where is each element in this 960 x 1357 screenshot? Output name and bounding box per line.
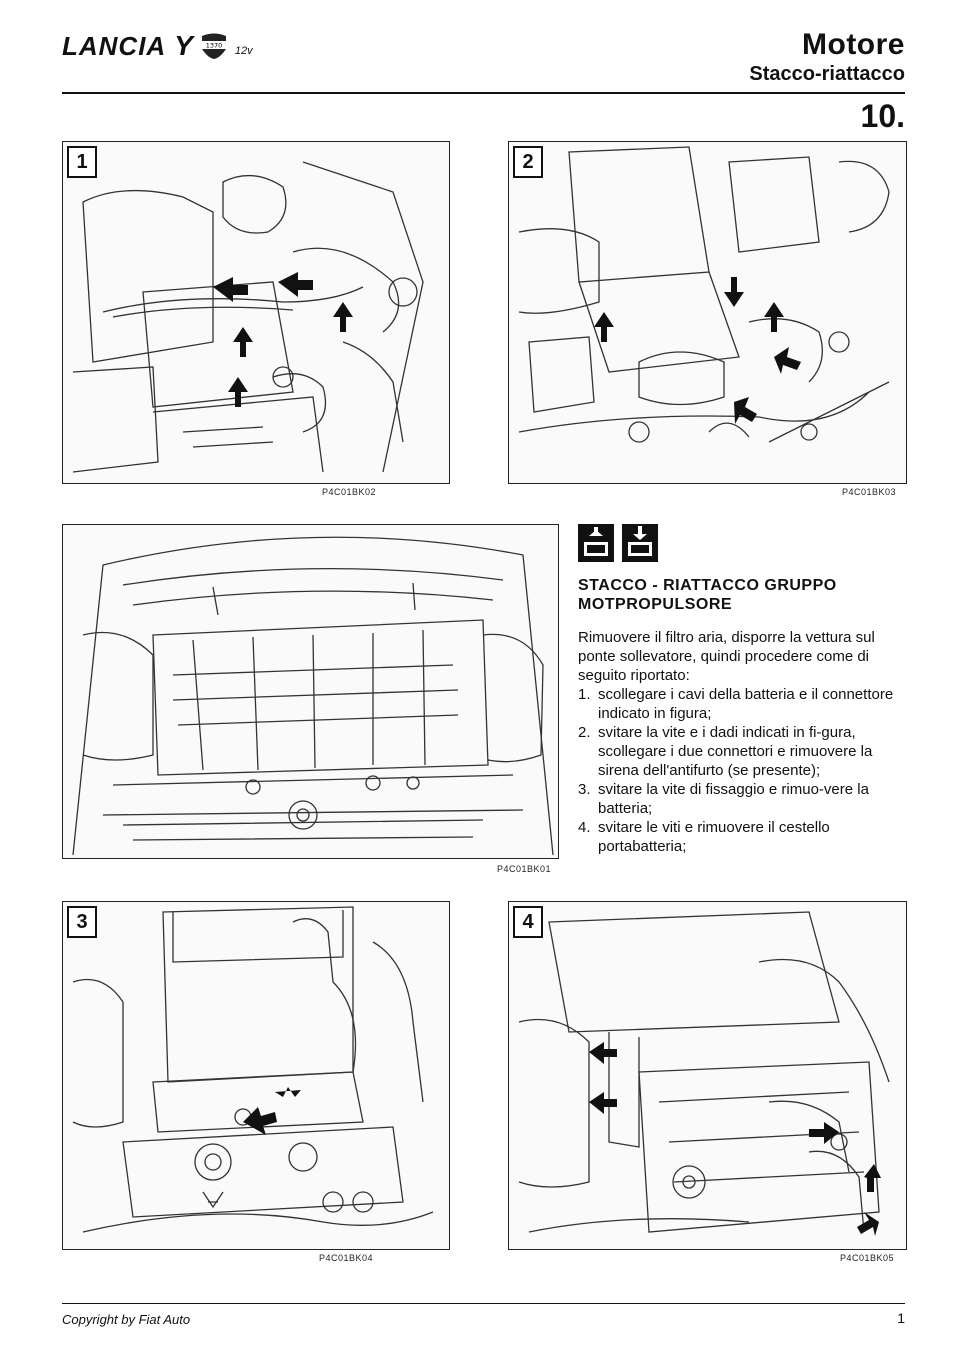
- procedure-step: [578, 685, 908, 723]
- figure-code: P4C01BK04: [319, 1253, 374, 1263]
- step-text: svitare la vite e i dadi indicati in fi-gura, scollegare i due connettori e rimuovere la sirena dell'antifurto (se presente);: [598, 724, 873, 779]
- step-text: scollegare i cavi della batteria e il connettore indicato in figura;: [598, 686, 894, 722]
- battery-tray-drawing-4: [509, 902, 906, 1249]
- badge-text: 1370: [205, 41, 223, 50]
- figure-code: P4C01BK01: [497, 864, 552, 874]
- copyright-notice: Copyright by Fiat Auto: [62, 1312, 191, 1327]
- step-text: svitare le viti e rimuovere il cestello portabatteria;: [598, 819, 830, 855]
- figure-number: 2: [513, 146, 543, 178]
- brand-model: Y: [174, 30, 193, 61]
- header-divider: [62, 92, 905, 94]
- remove-operation-icon: [578, 524, 614, 562]
- brand-header: [62, 30, 253, 62]
- procedure-title-line-2: MOTPROPULSORE: [578, 596, 733, 613]
- operation-icons: [578, 524, 908, 562]
- figure-code: P4C01BK02: [322, 487, 377, 497]
- brand-name: LANCIA: [62, 30, 167, 61]
- procedure-step: [578, 818, 908, 856]
- figure-code: P4C01BK05: [840, 1253, 895, 1263]
- engine-bay-drawing-1: [63, 142, 449, 483]
- install-operation-icon: [622, 524, 658, 562]
- figure-number: 3: [67, 906, 97, 938]
- figure-4-battery-tray: [508, 901, 907, 1250]
- figure-code: P4C01BK03: [842, 487, 897, 497]
- page-number: 1: [897, 1310, 905, 1326]
- procedure-intro: Rimuovere il filtro aria, disporre la vettura sul ponte sollevatore, quindi procedere come di seguito riportato:: [578, 629, 875, 684]
- engine-overview-drawing: [63, 525, 558, 858]
- step-number: 2.: [578, 724, 591, 741]
- procedure-section: [578, 524, 908, 856]
- step-text: svitare la vite di fissaggio e rimuo-vere la batteria;: [598, 781, 869, 817]
- procedure-step: [578, 723, 908, 780]
- figure-number: 4: [513, 906, 543, 938]
- figure-2-siren-connectors: [508, 141, 907, 484]
- step-number: 1.: [578, 686, 591, 703]
- footer-divider: [62, 1303, 905, 1304]
- section-title: Motore: [802, 28, 905, 61]
- step-number: 3.: [578, 781, 591, 798]
- lancia-badge-icon: [199, 32, 229, 60]
- engine-bay-drawing-2: [509, 142, 906, 483]
- figure-3-battery-removal: [62, 901, 450, 1250]
- section-subtitle: Stacco-riattacco: [749, 63, 905, 85]
- procedure-title-line-1: STACCO - RIATTACCO GRUPPO: [578, 577, 837, 594]
- chapter-number: 10.: [860, 98, 905, 134]
- procedure-title: [578, 576, 908, 614]
- section-heading: [749, 28, 905, 86]
- procedure-steps: [578, 685, 908, 856]
- figure-1-battery-cables: [62, 141, 450, 484]
- step-number: 4.: [578, 819, 591, 836]
- procedure-step: [578, 780, 908, 818]
- figure-engine-overview: [62, 524, 559, 859]
- figure-number: 1: [67, 146, 97, 178]
- battery-drawing-3: [63, 902, 449, 1249]
- engine-suffix: 12v: [234, 45, 253, 57]
